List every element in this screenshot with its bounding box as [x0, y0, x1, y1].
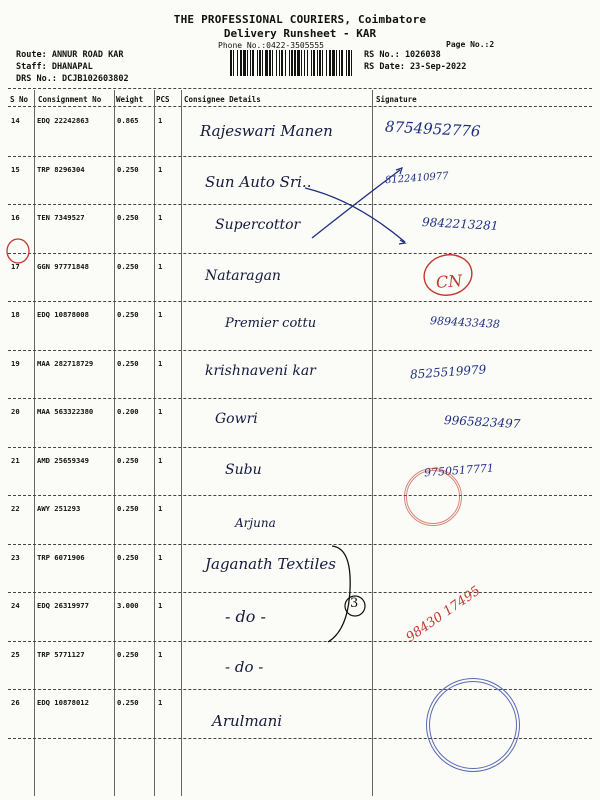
row-pcs: 1 — [158, 261, 163, 271]
row-consignee-handwritten: krishnaveni kar — [205, 362, 316, 379]
row-consignment-no: EDQ 22242863 — [37, 116, 89, 125]
row-consignee-handwritten: Supercottor — [215, 217, 301, 233]
row-weight: 0.865 — [117, 116, 139, 125]
row-consignee-handwritten: Nataragan — [205, 267, 281, 284]
staff-label: Staff: DHANAPAL — [16, 62, 93, 72]
row-weight: 0.250 — [117, 213, 139, 222]
row-sno: 25 — [11, 649, 20, 659]
row-sno: 26 — [11, 698, 20, 707]
row-consignee-handwritten: Arulmani — [212, 712, 283, 730]
row-sno: 16 — [11, 213, 20, 222]
row-consignee-handwritten: Sun Auto Sri.. — [205, 172, 312, 191]
row-consignee-handwritten: - do - — [225, 607, 266, 626]
row-pcs: 1 — [158, 455, 163, 465]
rs-number: RS No.: 1026038 — [364, 50, 441, 60]
row-weight: 0.250 — [117, 261, 139, 271]
row-consignment-no: GGN 97771848 — [37, 261, 89, 271]
row-weight: 0.250 — [117, 504, 139, 513]
column-rule — [34, 90, 35, 796]
row-consignment-no: EDQ 26319977 — [37, 601, 89, 610]
row-divider — [8, 641, 592, 642]
drs-label: DRS No.: DCJB102603802 — [16, 74, 129, 84]
col-weight: Weight — [116, 95, 144, 104]
row-pcs: 1 — [158, 407, 163, 416]
row-weight: 0.250 — [117, 552, 139, 562]
row-sno: 14 — [11, 116, 20, 125]
row-weight: 0.250 — [117, 310, 139, 319]
route-label: Route: ANNUR ROAD KAR — [16, 50, 124, 60]
row-signature: 9842213281 — [421, 215, 499, 233]
col-consignee: Consignee Details — [184, 95, 261, 104]
row-weight: 0.250 — [117, 164, 139, 174]
row-consignment-no: TRP 5771127 — [37, 649, 85, 659]
row-consignment-no: TRP 8296304 — [37, 164, 85, 174]
row-signature: 9894433438 — [429, 314, 501, 331]
row-divider — [8, 350, 592, 351]
col-pcs: PCS — [156, 95, 170, 104]
row-pcs: 1 — [158, 358, 163, 368]
row-weight: 3.000 — [117, 601, 139, 610]
bracket-mark — [322, 540, 382, 650]
row-pcs: 1 — [158, 504, 163, 513]
barcode — [230, 50, 352, 76]
row-signature: 8525519979 — [409, 361, 487, 382]
bracket-count: 3 — [350, 596, 359, 611]
row-sno: 24 — [11, 601, 20, 610]
column-rule — [154, 90, 155, 796]
row-divider — [8, 544, 592, 545]
row-sno: 21 — [11, 455, 20, 465]
exporter-seal-stamp — [426, 678, 520, 772]
circled-mark — [4, 236, 32, 266]
row-divider — [8, 253, 592, 254]
row-weight: 0.250 — [117, 698, 139, 707]
row-pcs: 1 — [158, 552, 163, 562]
row-pcs: 1 — [158, 649, 163, 659]
row-signature: CN — [435, 270, 463, 292]
row-divider — [8, 301, 592, 302]
row-pcs: 1 — [158, 698, 163, 707]
page-number: Page No.:2 — [446, 40, 495, 49]
row-sno: 22 — [11, 504, 20, 513]
row-divider — [8, 447, 592, 448]
crossing-strokes — [300, 160, 410, 250]
row-divider — [8, 398, 592, 399]
row-weight: 0.250 — [117, 358, 139, 368]
row-signature: 8122410977 — [384, 170, 449, 186]
row-sno: 15 — [11, 164, 20, 174]
company-stamp — [404, 468, 462, 526]
col-sno: S No — [10, 95, 29, 104]
column-rule — [181, 90, 182, 796]
rs-date: RS Date: 23-Sep-2022 — [364, 62, 467, 72]
row-pcs: 1 — [158, 601, 163, 610]
row-sno: 23 — [11, 552, 20, 562]
row-signature: 98430 17495 — [403, 583, 484, 646]
document-subtitle: Delivery Runsheet - KAR — [223, 27, 377, 40]
row-signature: 9750517771 — [423, 461, 495, 479]
row-divider — [8, 156, 592, 157]
row-consignment-no: MAA 282718729 — [37, 358, 94, 368]
row-divider — [8, 495, 592, 496]
row-consignment-no: AMD 25659349 — [37, 455, 89, 465]
row-pcs: 1 — [158, 116, 163, 125]
row-consignee-handwritten: Subu — [225, 461, 262, 478]
column-rule — [114, 90, 115, 796]
row-consignee-handwritten: - do - — [225, 657, 264, 676]
row-consignment-no: EDQ 10878012 — [37, 698, 89, 707]
row-weight: 0.200 — [117, 407, 139, 416]
row-consignee-handwritten: Rajeswari Manen — [200, 122, 333, 140]
header-divider-top — [8, 88, 592, 89]
row-sno: 20 — [11, 407, 20, 416]
row-consignment-no: MAA 563322380 — [37, 407, 94, 416]
row-consignee-handwritten: Arjuna — [235, 516, 276, 530]
row-consignment-no: TEN 7349527 — [37, 213, 85, 222]
row-signature: 8754952776 — [384, 117, 481, 141]
row-pcs: 1 — [158, 164, 163, 174]
row-sno: 17 — [11, 261, 20, 271]
cn-scribble-circle — [420, 250, 480, 300]
row-signature: 9965823497 — [443, 413, 521, 431]
phone-number: Phone No.:0422-3505555 — [218, 41, 324, 50]
col-consignment: Consignment No — [38, 95, 102, 104]
row-divider — [8, 592, 592, 593]
row-weight: 0.250 — [117, 455, 139, 465]
row-consignee-handwritten: Gowri — [215, 411, 258, 427]
row-consignment-no: TRP 6071906 — [37, 552, 85, 562]
row-pcs: 1 — [158, 310, 163, 319]
row-weight: 0.250 — [117, 649, 139, 659]
row-consignment-no: EDQ 10878008 — [37, 310, 89, 319]
row-pcs: 1 — [158, 213, 163, 222]
row-consignment-no: AWY 251293 — [37, 504, 81, 513]
col-signature: Signature — [376, 95, 417, 104]
row-consignee-handwritten: Premier cottu — [225, 316, 317, 331]
row-consignee-handwritten: Jaganath Textiles — [205, 554, 336, 573]
row-sno: 19 — [11, 358, 20, 368]
row-sno: 18 — [11, 310, 20, 319]
header-divider-bottom — [8, 106, 592, 107]
document-title: THE PROFESSIONAL COURIERS, Coimbatore — [173, 13, 427, 26]
